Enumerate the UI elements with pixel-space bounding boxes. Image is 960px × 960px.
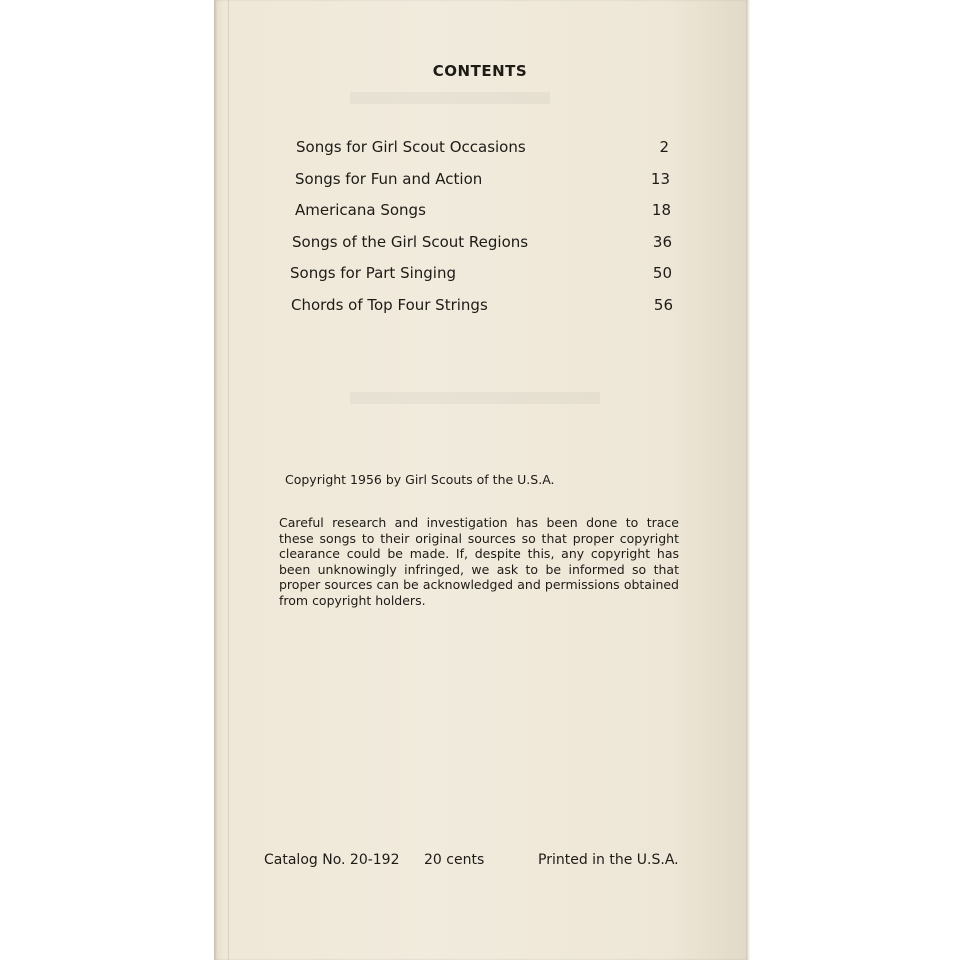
toc-entry-page: 50 <box>652 264 672 282</box>
bleed-through-mark <box>350 392 600 404</box>
printed-in: Printed in the U.S.A. <box>538 852 679 868</box>
toc-entry <box>0 170 960 192</box>
copyright-line: Copyright 1956 by Girl Scouts of the U.S.A. <box>285 472 555 487</box>
toc-entry-title: Songs of the Girl Scout Regions <box>292 233 529 251</box>
toc-entry-page: 36 <box>652 233 672 251</box>
price: 20 cents <box>424 852 485 868</box>
copyright-notice: Careful research and investigation has been done to trace these songs to their original sources so that proper copyright clearance could be made. If, despite this, any copyright has been unknowingly infringed, we ask to be informed so that proper sources can be acknowledged and permissions obtained from copyright holders. <box>279 515 679 608</box>
toc-entry-title: Songs for Fun and Action <box>295 170 483 188</box>
toc-entry <box>0 233 960 255</box>
catalog-number: Catalog No. 20-192 <box>264 852 400 868</box>
toc-entry <box>0 296 960 318</box>
toc-entry-page: 18 <box>651 201 671 219</box>
toc-entry-title: Songs for Part Singing <box>290 264 456 282</box>
bleed-through-mark <box>350 92 550 104</box>
contents-heading: CONTENTS <box>432 62 528 80</box>
toc-entry-title: Songs for Girl Scout Occasions <box>296 138 526 156</box>
toc-entry <box>0 264 960 286</box>
toc-entry-title: Chords of Top Four Strings <box>291 296 488 314</box>
toc-entry-title: Americana Songs <box>295 201 426 219</box>
toc-entry <box>0 138 960 160</box>
toc-entry-page: 2 <box>659 138 669 156</box>
toc-entry <box>0 201 960 223</box>
toc-entry-page: 56 <box>653 296 673 314</box>
toc-entry-page: 13 <box>650 170 670 188</box>
